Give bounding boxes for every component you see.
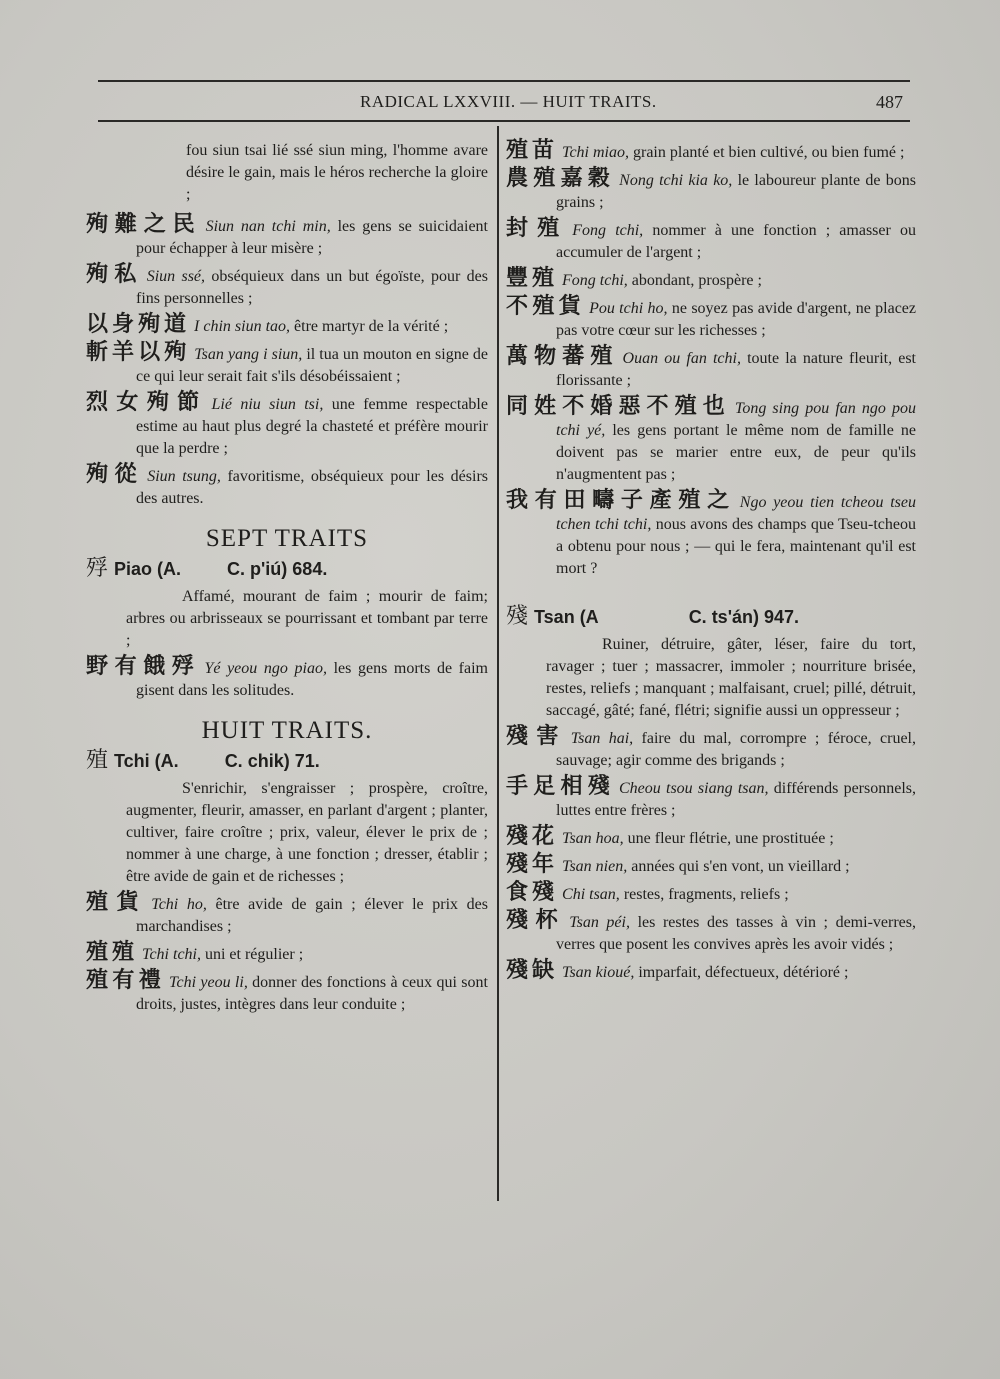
dictionary-entry [86, 892, 488, 938]
entry-definition: être martyr de la vérité ; [290, 318, 449, 335]
entry-romanization: Ouan ou fan tchi, [622, 350, 741, 367]
entry-hanzi: 我有田疇子產殖之 [506, 488, 736, 513]
entry-romanization: I chin siun tao, [194, 318, 291, 335]
entry-hanzi: 殉從 [86, 462, 144, 487]
dictionary-entry [86, 392, 488, 460]
entry-definition: différends personnels, luttes entre frères ; [556, 780, 917, 819]
dictionary-entry [506, 776, 916, 822]
entry-hanzi: 不殖貨 [506, 294, 586, 319]
entry-definition: abondant, prospère ; [627, 272, 762, 289]
header-rule-bottom [98, 120, 910, 122]
entry-definition: imparfait, défectueux, détérioré ; [634, 964, 849, 981]
dictionary-entry [506, 490, 916, 580]
entry-hanzi: 同姓不婚惡不殖也 [506, 394, 731, 419]
entry-romanization: Yé yeou ngo piao, [204, 660, 327, 677]
character-definition: S'enrichir, s'engraisser ; prospère, croître, augmenter, fleurir, amasser, en parlant d'argent ; planter, cultiver, faire croître ; prix, valeur, élever le prix de ; nommer à une charge, à une fonction ; dresser, établir ; être avide de gain et de richesses ; [126, 780, 488, 885]
dictionary-entry [506, 726, 916, 772]
entry-hanzi: 食殘 [506, 880, 559, 905]
entry-definition: les gens portant le même nom de famille ne doivent pas se marier entre eux, de peur qu'ils n'augmentent pas ; [556, 422, 916, 483]
entry-hanzi: 豐殖 [506, 266, 559, 291]
entry-romanization: Fong tchi, [572, 222, 644, 239]
entry-hanzi: 殉私 [86, 262, 143, 287]
character-name: Tsan (A [534, 607, 599, 627]
character-heading-tsan [506, 606, 916, 628]
entry-hanzi: 殘年 [506, 852, 559, 877]
entry-romanization: Chi tsan, [562, 886, 620, 903]
entry-definition: ne soyez pas avide d'argent, ne placez pas votre cœur sur les richesses ; [556, 300, 917, 339]
entry-hanzi: 農殖嘉穀 [506, 166, 616, 191]
left-entry-list [86, 214, 488, 510]
dictionary-entry [506, 218, 916, 264]
entry-definition: toute la nature fleurit, est florissante ; [556, 350, 916, 389]
continued-entry-text: fou siun tsai lié ssé siun ming, l'homme avare désire le gain, mais le héros recherche la gloire ; [186, 142, 488, 203]
entry-hanzi: 封殖 [506, 216, 569, 241]
dictionary-entry [506, 346, 916, 392]
character-ref: C. ts'án) 947. [688, 607, 800, 627]
entry-hanzi: 殘缺 [506, 958, 559, 983]
entry-definition: une fleur flétrie, une prostituée ; [623, 830, 834, 847]
dictionary-entry [506, 168, 916, 214]
entry-definition: une femme respectable estime au haut plus degré la chasteté et préfère mourir que la perdre ; [136, 396, 488, 457]
entry-romanization: Tchi yeou li, [169, 974, 248, 991]
right-entry-list [506, 140, 916, 580]
dictionary-entry [86, 656, 488, 702]
page-number: 487 [876, 92, 903, 112]
entry-hanzi: 殘害 [506, 724, 567, 749]
character-definition: Ruiner, détruire, gâter, léser, faire du tort, ravager ; tuer ; massacrer, immoler ; nourriture brisée, restes, reliefs ; manquant ; malfaisant, cruel; pillé, détruit, saccagé, gâté; fané, flétri; signifie aussi un oppresseur ; [546, 636, 916, 719]
entry-romanization: Pou tchi ho, [589, 300, 668, 317]
dictionary-entry [506, 140, 916, 164]
entry-definition: le laboureur plante de bons grains ; [556, 172, 916, 211]
tsan-entry-list [506, 726, 916, 984]
entry-hanzi: 殖殖 [86, 940, 139, 965]
entry-romanization: Siun ssé, [146, 268, 206, 285]
character-name: Piao (A. [114, 559, 182, 579]
dictionary-entry [506, 826, 916, 850]
dictionary-entry [506, 296, 916, 342]
entry-romanization: Siun tsung, [147, 468, 221, 485]
dictionary-entry [86, 464, 488, 510]
entry-romanization: Cheou tsou siang tsan, [618, 780, 769, 797]
character-heading-tchi [86, 750, 488, 772]
entry-definition: grain planté et bien cultivé, ou bien fumé ; [629, 144, 905, 161]
entry-romanization: Tsan nien, [562, 858, 628, 875]
entry-hanzi: 殖貨 [86, 890, 148, 915]
dictionary-entry [506, 854, 916, 878]
entry-romanization: Ngo yeou tien tcheou tseu tchen tchi tchi, [556, 494, 916, 533]
entry-hanzi: 殉難之民 [86, 212, 202, 237]
right-column [506, 140, 916, 988]
character-glyph: 殖 [86, 748, 109, 773]
entry-definition: être avide de gain ; élever le prix des marchandises ; [136, 896, 488, 935]
entry-romanization: Nong tchi kia ko, [619, 172, 733, 189]
dictionary-entry [506, 960, 916, 984]
dictionary-entry [506, 910, 916, 956]
entry-hanzi: 殘杯 [506, 908, 566, 933]
entry-romanization: Lié niu siun tsi, [211, 396, 324, 413]
entry-definition: favoritisme, obséquieux pour les désirs des autres. [136, 468, 488, 507]
entry-hanzi: 殘花 [506, 824, 559, 849]
column-divider [497, 126, 499, 1201]
entry-definition: les gens morts de faim gisent dans les solitudes. [136, 660, 489, 699]
dictionary-entry [86, 942, 488, 966]
header-rule-top [98, 80, 910, 82]
entry-hanzi: 手足相殘 [506, 774, 615, 799]
entry-romanization: Tsan hoa, [562, 830, 624, 847]
dictionary-entry [86, 342, 488, 388]
character-name: Tchi (A. [114, 751, 179, 771]
character-definition: Affamé, mourant de faim ; mourir de faim; arbres ou arbrisseaux se pourrissant et tombant par terre ; [126, 588, 488, 649]
entry-definition: années qui s'en vont, un vieillard ; [627, 858, 850, 875]
entry-definition: les gens se suicidaient pour échapper à leur misère ; [136, 218, 488, 257]
entry-definition: donner des fonctions à ceux qui sont droits, justes, intègres dans leur conduite ; [136, 974, 488, 1013]
entry-hanzi: 萬物蕃殖 [506, 344, 619, 369]
entry-hanzi: 殖苗 [506, 138, 559, 163]
entry-definition: uni et régulier ; [200, 946, 304, 963]
character-ref: C. chik) 71. [224, 751, 320, 771]
entry-romanization: Tsan kioué, [562, 964, 635, 981]
entry-romanization: Tsan hai, [570, 730, 634, 747]
dictionary-entry [86, 264, 488, 310]
character-glyph: 殍 [86, 556, 109, 581]
section-heading-huit: HUIT TRAITS. [201, 717, 373, 744]
entry-hanzi: 以身殉道 [86, 312, 191, 337]
entry-romanization: Tsan péi, [569, 914, 630, 931]
entry-romanization: Tchi miao, [562, 144, 629, 161]
character-ref: C. p'iú) 684. [227, 559, 328, 579]
character-glyph: 殘 [506, 604, 529, 629]
entry-definition: restes, fragments, reliefs ; [619, 886, 789, 903]
dictionary-entry [506, 882, 916, 906]
dictionary-entry [86, 314, 488, 338]
entry-romanization: Tchi tchi, [142, 946, 201, 963]
left-column [86, 140, 488, 1020]
entry-hanzi: 斬羊以殉 [86, 340, 191, 365]
piao-entry-list [86, 656, 488, 702]
dictionary-entry [506, 396, 916, 486]
dictionary-entry [86, 214, 488, 260]
entry-hanzi: 野有餓殍 [86, 654, 201, 679]
running-head: RADICAL LXXVIII. — HUIT TRAITS. [360, 92, 657, 111]
entry-definition: faire du mal, corrompre ; féroce, cruel, sauvage; agir comme des brigands ; [556, 730, 916, 769]
entry-definition: il tua un mouton en signe de ce qui leur serait fait s'ils désobéissaient ; [136, 346, 488, 385]
dictionary-entry [86, 970, 488, 1016]
entry-romanization: Siun nan tchi min, [205, 218, 331, 235]
entry-definition: nous avons des champs que Tseu-tcheou a obtenu pour nous ; — qui le fera, maintenant qu'il est mort ? [556, 516, 916, 577]
continued-entry [86, 140, 488, 206]
entry-definition: les restes des tasses à vin ; demi-verres, verres que posent les convives après les avoir vidés ; [556, 914, 916, 953]
entry-romanization: Tong sing pou fan ngo pou tchi yé, [556, 400, 916, 439]
section-heading-sept: SEPT TRAITS [205, 525, 369, 552]
entry-romanization: Tsan yang i siun, [194, 346, 303, 363]
entry-definition: nommer à une fonction ; amasser ou accumuler de l'argent ; [556, 222, 916, 261]
tchi-entry-list [86, 892, 488, 1016]
dictionary-entry [506, 268, 916, 292]
entry-hanzi: 殖有禮 [86, 968, 166, 993]
character-heading-piao [86, 558, 488, 580]
entry-romanization: Tchi ho, [151, 896, 207, 913]
entry-hanzi: 烈女殉節 [86, 390, 208, 415]
entry-romanization: Fong tchi, [562, 272, 628, 289]
entry-definition: obséquieux dans un but égoïste, pour des fins personnelles ; [136, 268, 489, 307]
